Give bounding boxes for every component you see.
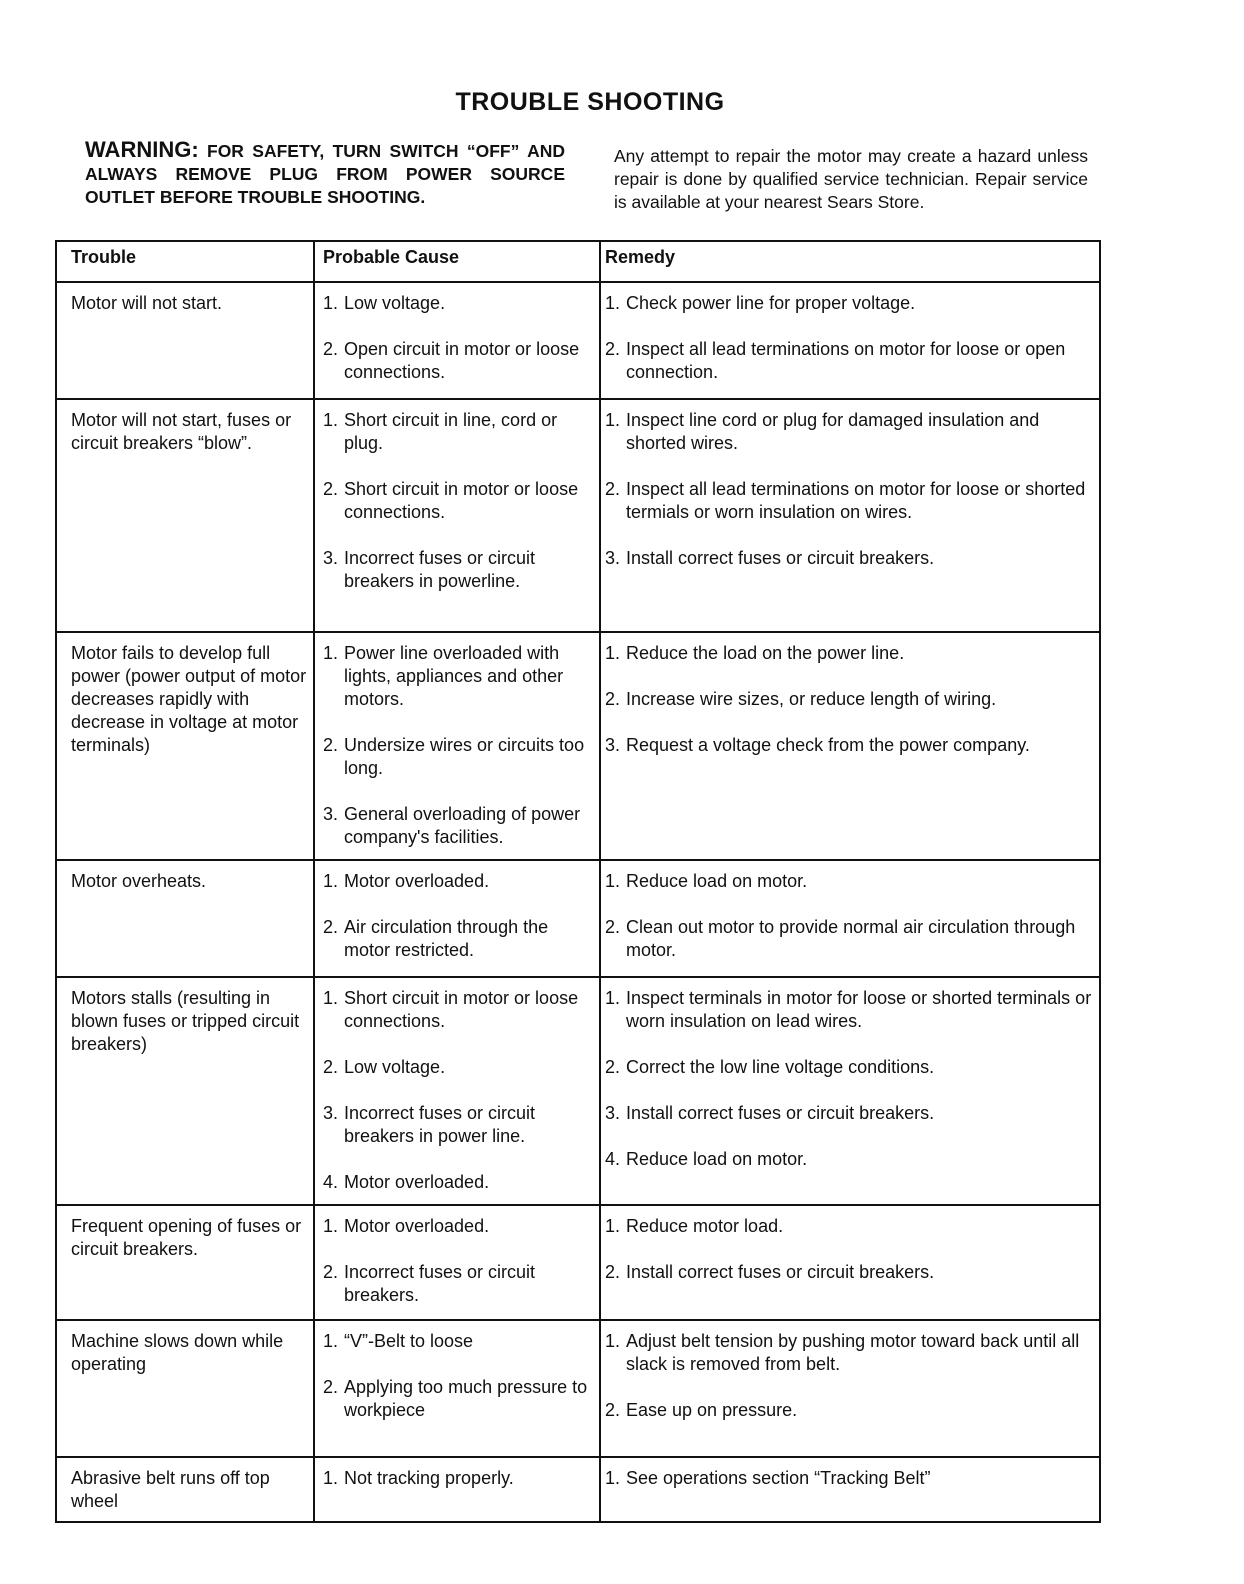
remedy-text: Correct the low line voltage conditions. [626,1057,935,1077]
remedy-text: Install correct fuses or circuit breakers. [626,548,935,568]
remedy-text: Install correct fuses or circuit breakers. [626,1103,935,1123]
remedy-item [605,292,1093,315]
header-remedy: Remedy [600,241,1100,282]
cause-item [323,870,593,893]
cause-number: 2. [323,1377,339,1397]
remedy-item [605,1056,1093,1079]
cause-cell [314,860,600,977]
cause-text: Incorrect fuses or circuit breakers. [344,1262,536,1305]
table-row [56,977,1100,1205]
remedy-number: 2. [605,1057,621,1077]
remedy-item [605,409,1093,455]
cause-item [323,1261,593,1307]
troubleshooting-table-body [56,282,1100,1522]
remedy-cell [600,399,1100,632]
remedy-item [605,1399,1093,1422]
cause-text: Motor overloaded. [344,1172,490,1192]
cause-number: 1. [323,988,339,1008]
remedy-text: Inspect terminals in motor for loose or shorted terminals or worn insulation on lead wires. [626,988,1092,1031]
remedy-cell [600,1205,1100,1320]
cause-text: Motor overloaded. [344,871,490,891]
cause-item [323,547,593,593]
remedy-item [605,1467,1093,1490]
cause-number: 1. [323,293,339,313]
cause-number: 2. [323,479,339,499]
cause-number: 1. [323,1216,339,1236]
remedy-cell [600,1320,1100,1457]
remedy-text: Reduce motor load. [626,1216,784,1236]
remedy-number: 2. [605,917,621,937]
remedy-number: 2. [605,1400,621,1420]
trouble-cell: Machine slows down while operating [56,1320,314,1457]
remedy-number: 4. [605,1149,621,1169]
cause-cell [314,282,600,399]
remedy-text: Request a voltage check from the power company. [626,735,1030,755]
table-row [56,1320,1100,1457]
remedy-item [605,1148,1093,1171]
trouble-cell: Motor overheats. [56,860,314,977]
cause-item [323,987,593,1033]
remedy-text: Inspect all lead terminations on motor for loose or shorted termials or worn insulation on wires. [626,479,1086,522]
remedy-number: 1. [605,988,621,1008]
remedy-item [605,1330,1093,1376]
cause-text: Short circuit in motor or loose connections. [344,988,579,1031]
remedy-number: 3. [605,548,621,568]
cause-item [323,1215,593,1238]
cause-item [323,338,593,384]
cause-number: 1. [323,1468,339,1488]
remedy-text: Reduce load on motor. [626,871,808,891]
cause-cell [314,399,600,632]
remedy-number: 2. [605,689,621,709]
remedy-text: Reduce load on motor. [626,1149,808,1169]
remedy-item [605,1261,1093,1284]
cause-cell [314,977,600,1205]
remedy-cell [600,282,1100,399]
remedy-item [605,870,1093,893]
cause-item [323,1376,593,1422]
cause-text: Air circulation through the motor restricted. [344,917,549,960]
remedy-cell [600,1457,1100,1522]
remedy-number: 1. [605,1468,621,1488]
cause-item [323,409,593,455]
remedy-number: 2. [605,479,621,499]
warning-label: WARNING: [85,137,199,162]
remedy-item [605,688,1093,711]
cause-item [323,803,593,849]
cause-cell [314,1457,600,1522]
table-row [56,1457,1100,1522]
remedy-cell [600,860,1100,977]
remedy-text: Inspect all lead terminations on motor for loose or open connection. [626,339,1066,382]
cause-text: Low voltage. [344,1057,446,1077]
remedy-number: 1. [605,410,621,430]
cause-number: 1. [323,643,339,663]
remedy-text: Ease up on pressure. [626,1400,798,1420]
remedy-cell [600,632,1100,860]
trouble-cell: Motors stalls (resulting in blown fuses or tripped circuit breakers) [56,977,314,1205]
cause-item [323,1171,593,1194]
cause-item [323,1467,593,1490]
cause-cell [314,1205,600,1320]
cause-text: Motor overloaded. [344,1216,490,1236]
remedy-text: Install correct fuses or circuit breakers. [626,1262,935,1282]
cause-number: 4. [323,1172,339,1192]
remedy-number: 3. [605,1103,621,1123]
cause-item [323,292,593,315]
cause-text: Open circuit in motor or loose connections. [344,339,580,382]
repair-notice: Any attempt to repair the motor may create a hazard unless repair is done by qualified service technician. Repair service is available at your nearest Sears Store. [614,146,1088,212]
remedy-text: Clean out motor to provide normal air circulation through motor. [626,917,1076,960]
remedy-item [605,987,1093,1033]
safety-warning [85,138,565,209]
remedy-text: Reduce the load on the power line. [626,643,905,663]
table-row [56,632,1100,860]
table-row [56,860,1100,977]
cause-item [323,1056,593,1079]
remedy-text: See operations section “Tracking Belt” [626,1468,931,1488]
cause-text: Incorrect fuses or circuit breakers in powerline. [344,548,536,591]
cause-item [323,734,593,780]
cause-cell [314,632,600,860]
warning-text: FOR SAFETY, TURN SWITCH “OFF” AND ALWAYS REMOVE PLUG FROM POWER SOURCE OUTLET BEFORE TROUBLE SHOOTING. [85,141,565,207]
remedy-text: Increase wire sizes, or reduce length of wiring. [626,689,997,709]
remedy-item [605,338,1093,384]
remedy-text: Inspect line cord or plug for damaged insulation and shorted wires. [626,410,1040,453]
table-row [56,1205,1100,1320]
cause-item [323,916,593,962]
cause-number: 1. [323,410,339,430]
trouble-cell: Motor will not start, fuses or circuit breakers “blow”. [56,399,314,632]
remedy-text: Check power line for proper voltage. [626,293,916,313]
table-row [56,399,1100,632]
remedy-item [605,478,1093,524]
remedy-cell [600,977,1100,1205]
cause-text: “V”-Belt to loose [344,1331,474,1351]
remedy-number: 2. [605,1262,621,1282]
remedy-number: 1. [605,1216,621,1236]
cause-item [323,1102,593,1148]
cause-number: 2. [323,735,339,755]
cause-number: 2. [323,1057,339,1077]
cause-text: Power line overloaded with lights, appliances and other motors. [344,643,564,709]
table-row [56,282,1100,399]
cause-number: 2. [323,917,339,937]
cause-number: 3. [323,548,339,568]
cause-item [323,642,593,711]
remedy-number: 1. [605,293,621,313]
trouble-cell: Motor will not start. [56,282,314,399]
remedy-item [605,1102,1093,1125]
cause-text: General overloading of power company's facilities. [344,804,581,847]
cause-text: Incorrect fuses or circuit breakers in power line. [344,1103,536,1146]
cause-text: Low voltage. [344,293,446,313]
remedy-item [605,916,1093,962]
remedy-number: 1. [605,1331,621,1351]
cause-text: Short circuit in line, cord or plug. [344,410,558,453]
trouble-cell: Motor fails to develop full power (power output of motor decreases rapidly with decrease in voltage at motor terminals) [56,632,314,860]
cause-text: Applying too much pressure to workpiece [344,1377,588,1420]
cause-number: 3. [323,804,339,824]
cause-number: 2. [323,339,339,359]
header-probable-cause: Probable Cause [314,241,600,282]
cause-number: 2. [323,1262,339,1282]
cause-cell [314,1320,600,1457]
remedy-number: 3. [605,735,621,755]
remedy-item [605,547,1093,570]
remedy-item [605,734,1093,757]
cause-text: Undersize wires or circuits too long. [344,735,585,778]
trouble-cell: Abrasive belt runs off top wheel [56,1457,314,1522]
remedy-item [605,1215,1093,1238]
cause-item [323,478,593,524]
header-trouble: Trouble [56,241,314,282]
trouble-cell: Frequent opening of fuses or circuit breakers. [56,1205,314,1320]
remedy-number: 1. [605,871,621,891]
table-header-row [56,241,1100,282]
cause-number: 3. [323,1103,339,1123]
remedy-item [605,642,1093,665]
troubleshooting-table [55,240,1101,1523]
cause-number: 1. [323,1331,339,1351]
cause-number: 1. [323,871,339,891]
cause-text: Short circuit in motor or loose connections. [344,479,579,522]
page-title: TROUBLE SHOOTING [455,88,725,116]
remedy-number: 1. [605,643,621,663]
cause-item [323,1330,593,1353]
remedy-text: Adjust belt tension by pushing motor toward back until all slack is removed from belt. [626,1331,1080,1374]
remedy-number: 2. [605,339,621,359]
cause-text: Not tracking properly. [344,1468,514,1488]
